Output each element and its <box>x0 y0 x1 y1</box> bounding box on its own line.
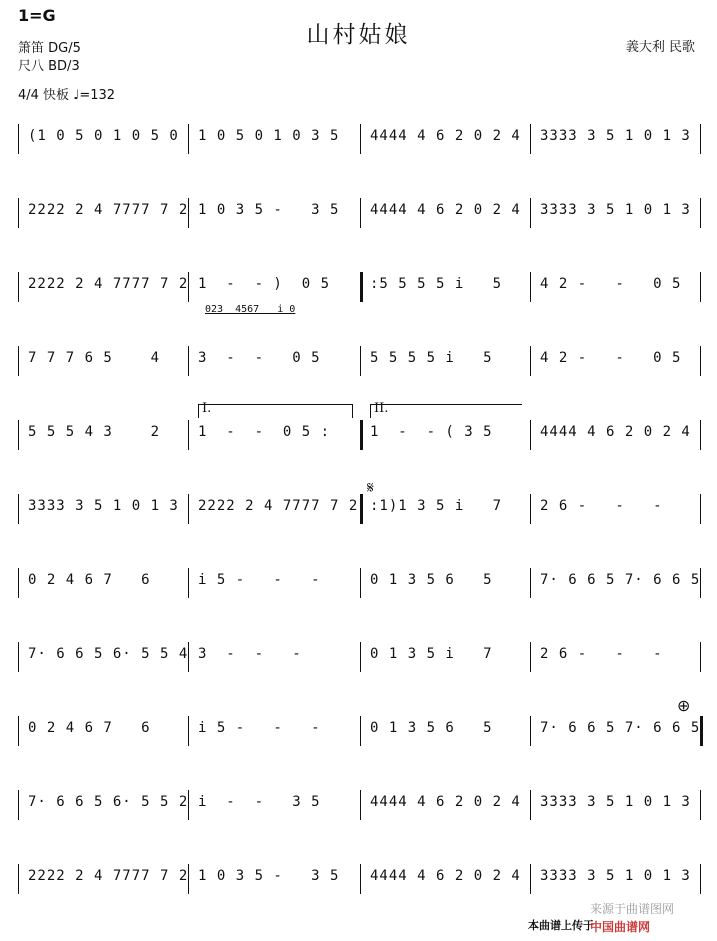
barline <box>188 716 189 746</box>
barline <box>530 420 531 450</box>
barline <box>700 272 701 302</box>
staff-system <box>18 864 700 894</box>
measure: 3 - - 0 5 <box>198 350 321 366</box>
barline <box>700 494 701 524</box>
barline <box>530 716 531 746</box>
barline <box>188 568 189 598</box>
measure: 7· 6 6 5 6· 5 5 4 <box>28 646 189 662</box>
barline <box>188 494 189 524</box>
measure: 2222 2 4 7777 7 2 <box>198 498 359 514</box>
measure: 0 1 3 5 i 7 <box>370 646 493 662</box>
staff-system <box>18 346 700 376</box>
measure: 4444 4 6 2 0 2 4 <box>370 794 521 810</box>
barline <box>360 568 361 598</box>
barline <box>18 864 19 894</box>
volta-2-label: II. <box>374 401 389 416</box>
instrument-line-1: 箫笛 DG/5 <box>18 41 81 56</box>
measure: 3333 3 5 1 0 1 3 <box>540 794 691 810</box>
measure: :1)1 3 5 i 7 <box>370 498 503 514</box>
barline <box>360 124 361 154</box>
barline <box>18 198 19 228</box>
measure: 4 2 - - 0 5 <box>540 350 682 366</box>
measure: 3333 3 5 1 0 1 3 <box>540 202 691 218</box>
measure: :5 5 5 5 i 5 <box>370 276 503 292</box>
staff-system <box>18 124 700 154</box>
measure: 2222 2 4 7777 7 2 <box>28 868 189 884</box>
barline <box>360 346 361 376</box>
measure: 7· 6 6 5 6· 5 5 2 <box>28 794 189 810</box>
barline <box>18 716 19 746</box>
barline <box>360 198 361 228</box>
barline <box>530 494 531 524</box>
staff-system <box>18 272 700 302</box>
footer-note: 本曲谱上传于 <box>528 919 594 932</box>
staff-system <box>18 494 700 524</box>
barline <box>360 420 363 450</box>
barline <box>700 790 701 820</box>
staff-system <box>18 642 700 672</box>
barline <box>700 864 701 894</box>
key-signature: 1=G <box>18 6 56 25</box>
measure: 0 1 3 5 6 5 <box>370 572 493 588</box>
barline <box>530 790 531 820</box>
volta-1-bracket <box>198 404 352 405</box>
volta-1-tick <box>198 404 199 418</box>
measure: 2222 2 4 7777 7 2 <box>28 276 189 292</box>
measure: i - - 3 5 <box>198 794 321 810</box>
measure: 1 0 3 5 - 3 5 <box>198 868 340 884</box>
measure: 2222 2 4 7777 7 2 <box>28 202 189 218</box>
barline <box>700 198 701 228</box>
barline <box>188 124 189 154</box>
measure: 1 - - ) 0 5 <box>198 276 331 292</box>
tempo-marking: 4/4 快板 ♩=132 <box>18 88 116 103</box>
barline <box>188 420 189 450</box>
measure: 1 0 3 5 - 3 5 <box>198 202 340 218</box>
barline <box>18 790 19 820</box>
barline <box>360 864 361 894</box>
barline <box>700 124 701 154</box>
barline <box>530 568 531 598</box>
measure: 1 - - ( 3 5 <box>370 424 493 440</box>
staff-system <box>18 568 700 598</box>
barline <box>530 864 531 894</box>
attribution: 義大利 民歌 <box>625 40 695 55</box>
barline <box>18 642 19 672</box>
volta-1-tick-end <box>352 404 353 418</box>
barline <box>700 346 701 376</box>
measure: 3333 3 5 1 0 1 3 <box>28 498 179 514</box>
barline <box>700 642 701 672</box>
volta-2-tick <box>370 404 371 418</box>
barline <box>18 494 19 524</box>
staff-system <box>18 790 700 820</box>
barline <box>530 124 531 154</box>
barline <box>530 272 531 302</box>
barline <box>700 716 703 746</box>
cue-notes: 023 4567 i 0 <box>205 304 296 315</box>
barline <box>360 494 363 524</box>
measure: 3333 3 5 1 0 1 3 <box>540 128 691 144</box>
measure: i 5 - - - <box>198 572 321 588</box>
barline <box>530 642 531 672</box>
measure: 3 - - - <box>198 646 302 662</box>
staff-system <box>18 198 700 228</box>
score-title: 山村姑娘 <box>306 22 411 48</box>
measure: 4444 4 6 2 0 2 4 <box>540 424 691 440</box>
barline <box>360 716 361 746</box>
measure: 0 1 3 5 6 5 <box>370 720 493 736</box>
watermark-text: 来源于曲谱图网 <box>590 902 675 916</box>
staff-system <box>18 716 700 746</box>
measure: 4444 4 6 2 0 2 4 <box>370 202 521 218</box>
measure: 5 5 5 4 3 2 <box>28 424 161 440</box>
staff-system <box>18 420 700 450</box>
volta-1-label: I. <box>202 401 212 416</box>
instrument-line-2: 尺八 BD/3 <box>18 59 80 74</box>
measure: 3333 3 5 1 0 1 3 <box>540 868 691 884</box>
measure: 7· 6 6 5 7· 6 6 5 <box>540 720 701 736</box>
barline <box>360 642 361 672</box>
measure: 4 2 - - 0 5 <box>540 276 682 292</box>
barline <box>18 346 19 376</box>
barline <box>188 346 189 376</box>
measure: 4444 4 6 2 0 2 4 <box>370 868 521 884</box>
barline <box>18 568 19 598</box>
measure: 4444 4 6 2 0 2 4 <box>370 128 521 144</box>
measure: 1 0 5 0 1 0 3 5 <box>198 128 340 144</box>
barline <box>360 790 361 820</box>
measure: 0 2 4 6 7 6 <box>28 572 151 588</box>
barline <box>360 272 363 302</box>
measure: 5 5 5 5 i 5 <box>370 350 493 366</box>
measure: 2 6 - - - <box>540 498 663 514</box>
measure: i 5 - - - <box>198 720 321 736</box>
measure: 1 - - 0 5 : <box>198 424 331 440</box>
barline <box>700 420 701 450</box>
segno-sign: 𝄋 <box>367 478 374 497</box>
measure: (1 0 5 0 1 0 5 0 <box>28 128 179 144</box>
measure: 7 7 7 6 5 4 <box>28 350 161 366</box>
measure: 2 6 - - - <box>540 646 663 662</box>
barline <box>530 346 531 376</box>
coda-sign: ⊕ <box>677 696 691 715</box>
watermark-logo: 中国曲谱网 <box>590 920 651 934</box>
barline <box>18 420 19 450</box>
barline <box>18 124 19 154</box>
barline <box>18 272 19 302</box>
barline <box>530 198 531 228</box>
volta-2-bracket <box>370 404 522 405</box>
measure: 0 2 4 6 7 6 <box>28 720 151 736</box>
measure: 7· 6 6 5 7· 6 6 5 <box>540 572 701 588</box>
